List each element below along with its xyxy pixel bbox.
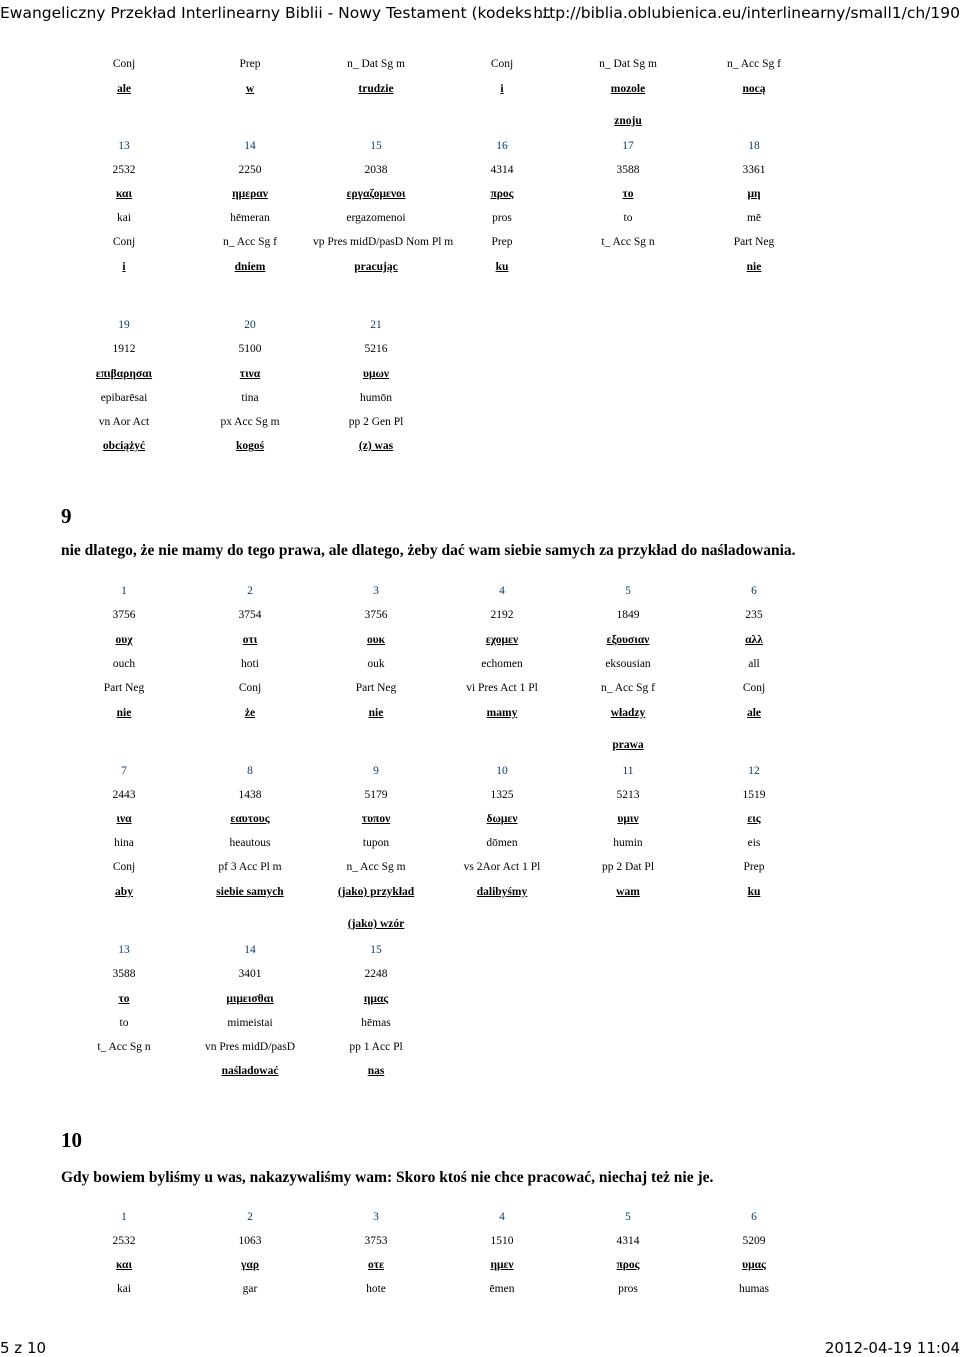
greek-word-link[interactable]: τινα bbox=[239, 368, 261, 380]
greek-word-link[interactable]: υμας bbox=[742, 1259, 766, 1271]
strong-number-row: 2532 1063 3753 1510 4314 5209 bbox=[112, 1235, 766, 1247]
polish-word-link[interactable]: władzy bbox=[610, 707, 646, 719]
greek-word-link[interactable]: και bbox=[115, 188, 133, 200]
greek-word-link[interactable]: εαυτους bbox=[230, 813, 270, 825]
grammar-row: Conj n_ Acc Sg f vp Pres midD/pasD Nom Pl m Prep t_ Acc Sg n Part Neg bbox=[112, 236, 775, 248]
polish-word-link[interactable]: trudzie bbox=[358, 83, 394, 95]
alt-translation-row bbox=[61, 113, 817, 129]
greek-row bbox=[61, 186, 817, 202]
greek-word-link[interactable]: προς bbox=[490, 188, 514, 200]
polish-word-link[interactable]: (jako) przykład bbox=[337, 886, 415, 898]
greek-word-link[interactable]: μιμεισθαι bbox=[226, 993, 274, 1005]
page-url[interactable]: http://biblia.oblubienica.eu/interlinearny/small1/ch/190 bbox=[533, 4, 960, 22]
greek-word-link[interactable]: προς bbox=[616, 1259, 640, 1271]
grammar-row: vn Aor Act px Acc Sg m pp 2 Gen Pl bbox=[98, 416, 404, 428]
polish-word-link[interactable]: ku bbox=[495, 261, 509, 273]
polish-word-link[interactable]: prawa bbox=[612, 739, 644, 751]
polish-word-link[interactable]: naśladować bbox=[221, 1065, 279, 1077]
polish-word-link[interactable]: dniem bbox=[234, 261, 266, 273]
greek-word-link[interactable]: εξουσιαν bbox=[606, 634, 650, 646]
greek-word-link[interactable]: ημας bbox=[363, 993, 389, 1005]
greek-row bbox=[61, 1257, 817, 1273]
greek-word-link[interactable]: και bbox=[115, 1259, 133, 1271]
greek-word-link[interactable]: αλλ bbox=[745, 634, 763, 646]
page-counter: 5 z 10 bbox=[0, 1339, 47, 1357]
polish-word-link[interactable]: mamy bbox=[486, 707, 518, 719]
greek-word-link[interactable]: δωμεν bbox=[486, 813, 518, 825]
word-number-row: 1 2 3 4 5 6 bbox=[121, 585, 757, 597]
greek-word-link[interactable]: ουκ bbox=[366, 634, 386, 646]
greek-row bbox=[61, 366, 817, 382]
print-footer bbox=[0, 1339, 960, 1357]
verse-text: Gdy bowiem byliśmy u was, nakazywaliśmy wam: Skoro ktoś nie chce pracować, niechaj też nie je. bbox=[61, 1169, 714, 1186]
word-number-row: 13 14 15 bbox=[118, 944, 382, 956]
polish-row bbox=[61, 259, 817, 275]
greek-word-link[interactable]: εργαζομενοι bbox=[346, 188, 406, 200]
polish-word-link[interactable]: ale bbox=[116, 83, 132, 95]
greek-word-link[interactable]: τυπον bbox=[361, 813, 391, 825]
polish-word-link[interactable]: kogoś bbox=[235, 440, 265, 452]
polish-word-link[interactable]: obciążyć bbox=[102, 440, 146, 452]
polish-word-link[interactable]: wam bbox=[616, 886, 640, 898]
greek-word-link[interactable]: οτε bbox=[368, 1259, 384, 1271]
greek-word-link[interactable]: ουχ bbox=[115, 634, 133, 646]
polish-row bbox=[61, 438, 817, 454]
greek-row bbox=[61, 632, 817, 648]
polish-word-link[interactable]: w bbox=[245, 83, 255, 95]
strong-number-row: 3588 3401 2248 bbox=[112, 968, 388, 980]
polish-word-link[interactable]: ale bbox=[746, 707, 762, 719]
strong-number-row: 1912 5100 5216 bbox=[112, 343, 388, 355]
polish-word-link[interactable]: nas bbox=[367, 1065, 385, 1077]
transliteration-row: kai gar hote ēmen pros humas bbox=[116, 1283, 770, 1295]
transliteration-row: epibarēsai tina humōn bbox=[100, 392, 392, 404]
greek-word-link[interactable]: επιβαρησαι bbox=[95, 368, 153, 380]
browser-header bbox=[0, 0, 960, 26]
polish-row bbox=[61, 884, 817, 900]
strong-number-row: 2532 2250 2038 4314 3588 3361 bbox=[112, 164, 766, 176]
polish-word-link[interactable]: pracując bbox=[354, 261, 398, 273]
greek-word-link[interactable]: υμων bbox=[362, 368, 390, 380]
transliteration-row: hina heautous tupon dōmen humin eis bbox=[114, 837, 761, 849]
verse-number: 10 bbox=[61, 1128, 82, 1152]
grammar-row: Part Neg Conj Part Neg vi Pres Act 1 Pl n_ Acc Sg f Conj bbox=[103, 682, 766, 694]
polish-word-link[interactable]: (jako) wzór bbox=[347, 918, 405, 930]
polish-row bbox=[61, 705, 817, 721]
greek-word-link[interactable]: οτι bbox=[242, 634, 258, 646]
greek-word-link[interactable]: ινα bbox=[116, 813, 132, 825]
polish-word-link[interactable]: że bbox=[244, 707, 256, 719]
greek-row bbox=[61, 811, 817, 827]
polish-word-link[interactable]: i bbox=[500, 83, 504, 95]
polish-row bbox=[61, 81, 817, 97]
polish-word-link[interactable]: siebie samych bbox=[216, 886, 284, 898]
word-number-row: 1 2 3 4 5 6 bbox=[121, 1211, 757, 1223]
verse-number: 9 bbox=[61, 504, 72, 528]
greek-word-link[interactable]: το bbox=[622, 188, 634, 200]
page-title: Ewangeliczny Przekład Interlinearny Biblii - Nowy Testament (kodeks ... bbox=[0, 4, 552, 22]
strong-number-row: 3756 3754 3756 2192 1849 235 bbox=[112, 609, 763, 621]
alt-translation-row bbox=[61, 737, 817, 753]
greek-word-link[interactable]: υμιν bbox=[617, 813, 639, 825]
strong-number-row: 2443 1438 5179 1325 5213 1519 bbox=[112, 789, 766, 801]
polish-word-link[interactable]: dalibyśmy bbox=[476, 886, 528, 898]
greek-row bbox=[61, 991, 817, 1007]
word-number-row: 13 14 15 16 17 18 bbox=[118, 140, 760, 152]
greek-word-link[interactable]: ημεραν bbox=[232, 188, 268, 200]
grammar-row: Conj Prep n_ Dat Sg m Conj n_ Dat Sg m n_ Acc Sg f bbox=[112, 58, 781, 70]
transliteration-row: kai hēmeran ergazomenoi pros to mē bbox=[116, 212, 762, 224]
polish-word-link[interactable]: mozole bbox=[610, 83, 646, 95]
word-number-row: 19 20 21 bbox=[118, 319, 382, 331]
grammar-row: Conj pf 3 Acc Pl m n_ Acc Sg m vs 2Aor Act 1 Pl pp 2 Dat Pl Prep bbox=[112, 861, 765, 873]
polish-word-link[interactable]: aby bbox=[115, 886, 133, 898]
greek-word-link[interactable]: μη bbox=[747, 188, 761, 200]
transliteration-row: ouch hoti ouk echomen eksousian all bbox=[112, 658, 760, 670]
polish-word-link[interactable]: nie bbox=[116, 707, 132, 719]
greek-word-link[interactable]: ημεν bbox=[490, 1259, 514, 1271]
polish-word-link[interactable]: ku bbox=[747, 886, 761, 898]
polish-word-link[interactable]: znoju bbox=[614, 115, 642, 127]
word-number-row: 7 8 9 10 11 12 bbox=[121, 765, 760, 777]
polish-word-link[interactable]: nocą bbox=[742, 83, 766, 95]
greek-word-link[interactable]: εις bbox=[747, 813, 761, 825]
alt-translation-row bbox=[61, 916, 817, 932]
print-timestamp: 2012-04-19 11:04 bbox=[824, 1339, 960, 1357]
polish-word-link[interactable]: nie bbox=[368, 707, 384, 719]
greek-word-link[interactable]: το bbox=[118, 993, 130, 1005]
grammar-row: t_ Acc Sg n vn Pres midD/pasD pp 1 Acc Pl bbox=[97, 1041, 403, 1053]
greek-word-link[interactable]: γαρ bbox=[241, 1259, 259, 1271]
polish-word-link[interactable]: nie bbox=[746, 261, 762, 273]
polish-row bbox=[61, 1063, 817, 1079]
polish-word-link[interactable]: i bbox=[122, 261, 126, 273]
verse-text: nie dlatego, że nie mamy do tego prawa, ale dlatego, żeby dać wam siebie samych za przykład do naśladowania. bbox=[61, 542, 796, 559]
greek-word-link[interactable]: εχομεν bbox=[485, 634, 519, 646]
polish-word-link[interactable]: (z) was bbox=[358, 440, 394, 452]
transliteration-row: to mimeistai hēmas bbox=[119, 1017, 391, 1029]
